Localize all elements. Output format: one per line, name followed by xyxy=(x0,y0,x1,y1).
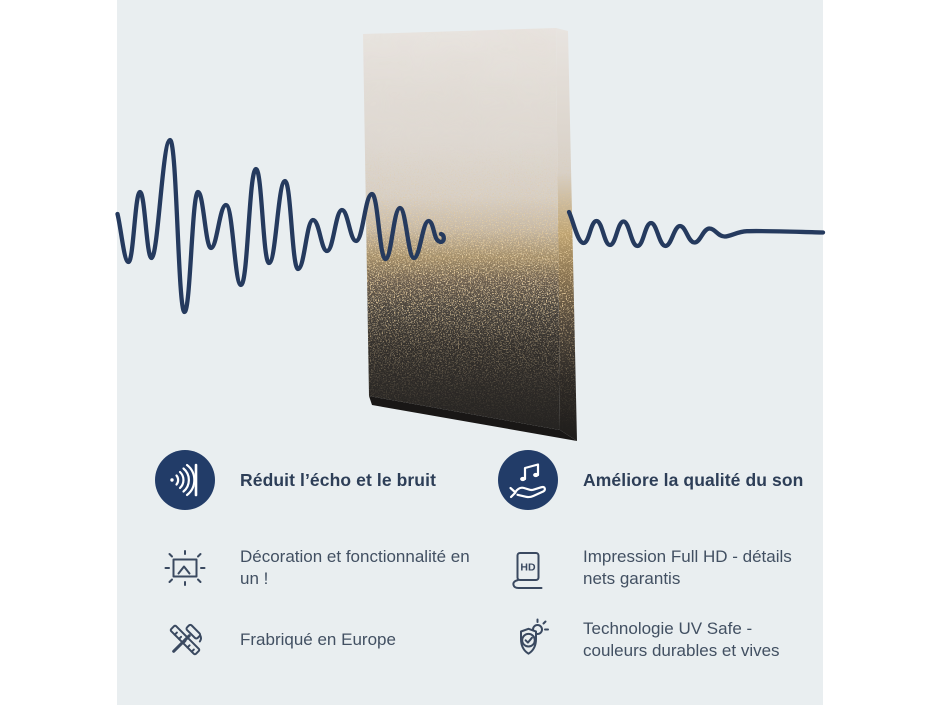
canvas-print-artwork xyxy=(353,20,588,455)
feature-label: Technologie UV Safe - couleurs durables et vives xyxy=(583,618,780,660)
feature-label: Améliore la qualité du son xyxy=(583,469,804,490)
feature-label: Impression Full HD - détails nets garantis xyxy=(583,546,792,588)
feature-decoration xyxy=(155,538,478,598)
hand-music-note-icon xyxy=(498,450,558,510)
feature-made-in-europe xyxy=(155,610,478,670)
sound-dampening-icon xyxy=(155,450,215,510)
navy-badge xyxy=(498,450,558,510)
navy-badge xyxy=(155,450,215,510)
feature-label: Décoration et fonctionnalité en un ! xyxy=(240,546,470,588)
feature-uv-safe xyxy=(498,610,821,670)
feature-improves-sound xyxy=(498,450,803,510)
feature-label: Frabriqué en Europe xyxy=(240,629,396,649)
hd-print-icon xyxy=(506,546,550,590)
framed-picture-icon xyxy=(163,546,207,590)
feature-label: Réduit l’écho et le bruit xyxy=(240,469,436,490)
tools-icon xyxy=(163,618,207,662)
feature-full-hd xyxy=(498,538,821,598)
svg-text:HD: HD xyxy=(520,561,536,574)
feature-reduces-echo xyxy=(155,450,436,510)
uv-shield-icon xyxy=(506,618,550,662)
